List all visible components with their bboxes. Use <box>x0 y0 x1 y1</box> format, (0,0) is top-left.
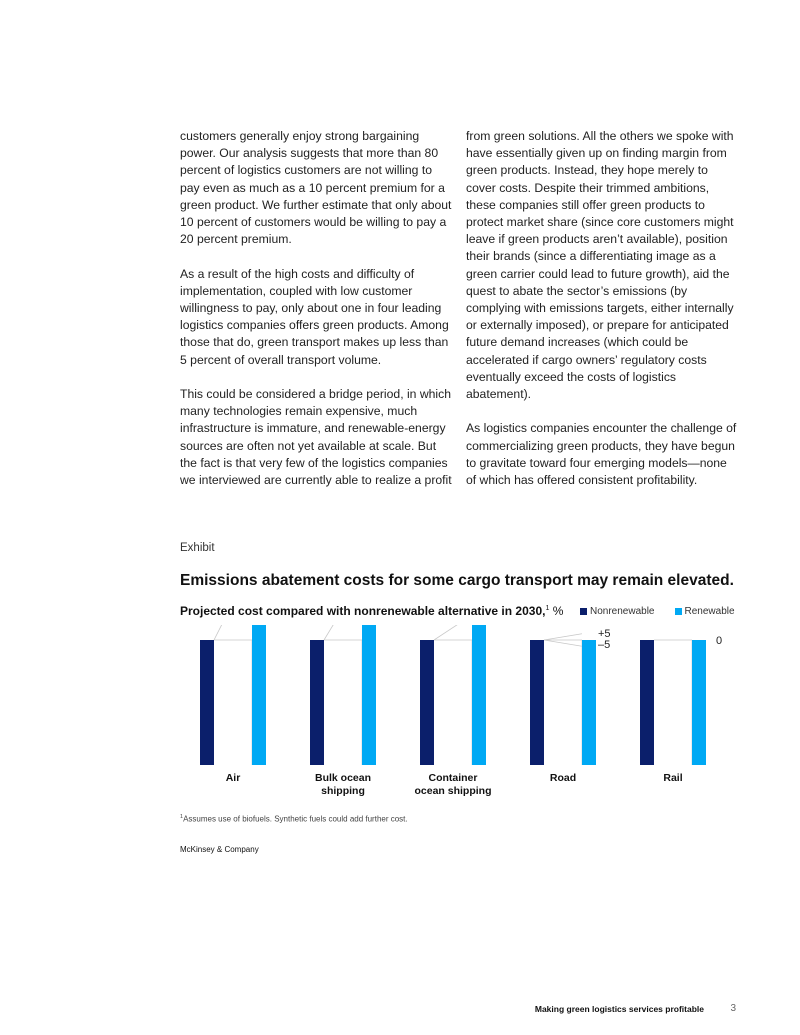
category-label: Container <box>428 772 478 784</box>
delta-connector <box>324 625 362 640</box>
footnote-marker: 1 <box>180 814 184 820</box>
delta-connector <box>214 625 252 640</box>
category-label: Road <box>549 772 577 784</box>
category-label: Rail <box>663 772 683 784</box>
chart-legend <box>580 606 735 617</box>
category-label: Air <box>225 772 241 784</box>
footnote-text: Assumes use of biofuels. Synthetic fuels could add further cost. <box>183 814 408 824</box>
subtitle-unit: % <box>549 604 564 618</box>
bar-nonrenewable <box>420 640 434 765</box>
bar-nonrenewable <box>310 640 324 765</box>
page-number: 3 <box>730 1003 736 1014</box>
bar-renewable <box>582 640 596 765</box>
bar-renewable <box>692 640 706 765</box>
legend-item-nonrenewable <box>580 606 655 617</box>
category-label: Bulk ocean <box>314 772 372 784</box>
bar-chart <box>180 625 740 805</box>
body-column-left <box>180 128 452 506</box>
value-label: –5 <box>598 639 611 651</box>
footnote-marker: 1 <box>545 605 550 612</box>
bar-nonrenewable <box>530 640 544 765</box>
exhibit-subtitle <box>180 604 563 618</box>
category-label: ocean shipping <box>414 785 492 797</box>
paragraph: This could be considered a bridge period, in which many technologies remain expensive, much infrastructure is immature, and renewable-energy sources are often not yet available at scale. But the fact is that very few of the logistics companies we interviewed are currently able to realize a profit <box>180 387 452 488</box>
legend-label: Nonrenewable <box>590 606 655 617</box>
legend-swatch-renewable <box>675 608 682 615</box>
footer-title: Making green logistics services profitable <box>534 1004 704 1014</box>
paragraph: As logistics companies encounter the challenge of commercializing green products, they have begun to gravitate toward four emerging models—none of which has offered consistent profitability. <box>466 421 737 488</box>
range-connector-high <box>544 634 582 640</box>
legend-swatch-nonrenewable <box>580 608 587 615</box>
range-connector-low <box>544 640 582 646</box>
legend-item-renewable <box>675 606 735 617</box>
body-column-right <box>466 128 738 506</box>
exhibit-label: Exhibit <box>180 542 215 554</box>
exhibit-title: Emissions abatement costs for some cargo transport may remain elevated. <box>180 572 734 589</box>
bar-renewable <box>472 625 486 765</box>
bar-nonrenewable <box>200 640 214 765</box>
delta-connector <box>434 625 472 640</box>
footnote <box>180 814 408 824</box>
category-label: shipping <box>321 785 365 797</box>
value-label: 0 <box>716 635 723 647</box>
source-credit: McKinsey & Company <box>180 845 259 854</box>
subtitle-text: Projected cost compared with nonrenewable alternative in 2030, <box>180 604 546 618</box>
bar-renewable <box>252 625 266 765</box>
legend-label: Renewable <box>684 606 735 617</box>
paragraph: customers generally enjoy strong bargaining power. Our analysis suggests that more than 80 percent of logistics customers are not willing to pay even as much as a 10 percent premium for a green product. We further estimate that only about 10 percent of customers would be willing to pay a 20 percent premium. <box>180 129 452 247</box>
bar-nonrenewable <box>640 640 654 765</box>
paragraph: As a result of the high costs and difficulty of implementation, coupled with low customer willingness to pay, only about one in four leading logistics companies offers green products. Among those that do, green transport makes up less than 5 percent of overall transport volume. <box>180 266 449 367</box>
paragraph: from green solutions. All the others we spoke with have essentially given up on finding margin from green products. Instead, they hope merely to cover costs. Despite their trimmed ambitions, these companies still offer green products to protect market share (since core customers might leave if green products aren’t available), position their brands (since a differentiating image as a green carrier could lead to future growth), aid the quest to abate the sector’s emissions (by complying with emissions targets, either internally or externally imposed), or prepare for anticipated future demand increases (which could be accelerated if cargo owners’ regulatory costs eventually exceed the costs of logistics abatement). <box>466 129 734 402</box>
bar-renewable <box>362 625 376 765</box>
value-label: +5 <box>598 628 611 640</box>
